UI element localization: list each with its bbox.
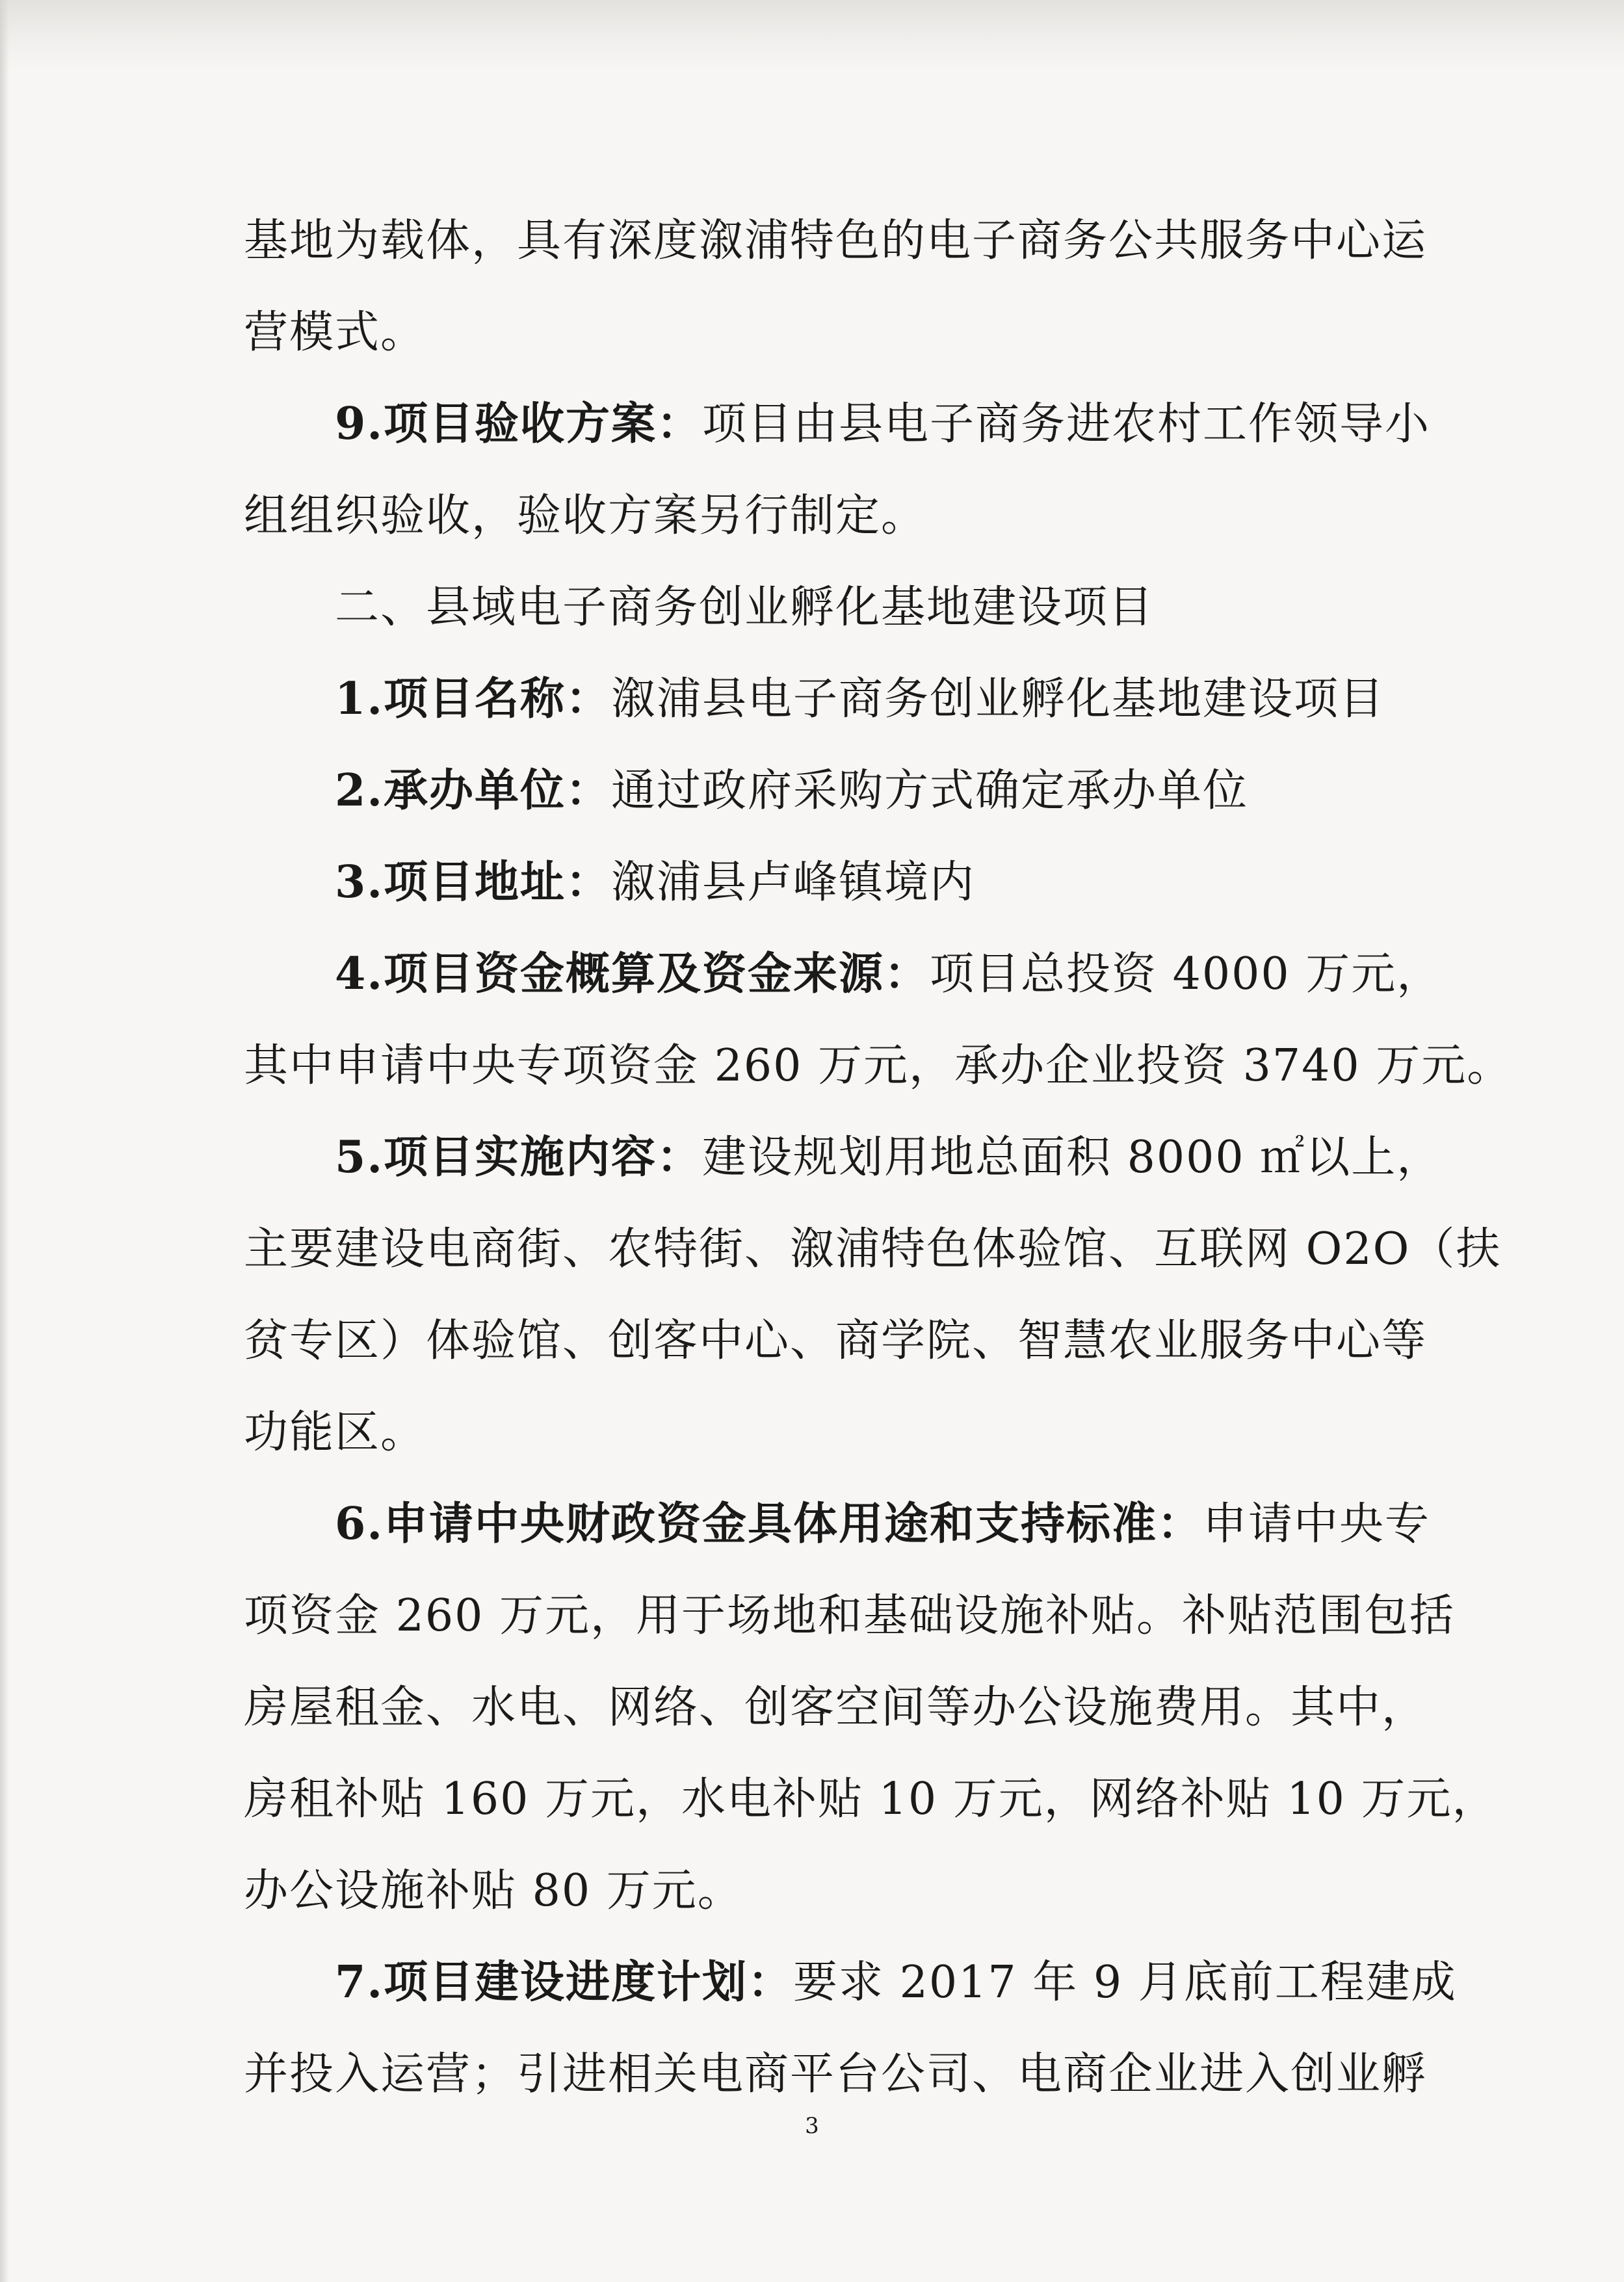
paragraph-line	[244, 1112, 1443, 1203]
item-text: 要求 2017 年 9 月底前工程建成	[793, 1957, 1457, 2008]
paragraph-line	[244, 745, 1372, 837]
scan-shadow	[0, 0, 1624, 72]
paragraph-line	[244, 378, 1431, 470]
item-text: 项目由县电子商务进农村工作领导小	[702, 399, 1431, 450]
paragraph-line: 房租补贴 160 万元，水电补贴 10 万元，网络补贴 10 万元，	[244, 1774, 1498, 1825]
item-text: 通过政府采购方式确定承办单位	[611, 765, 1249, 817]
paragraph-line: 营模式。	[244, 307, 426, 358]
page-number: 3	[805, 2113, 819, 2139]
paragraph-line: 功能区。	[244, 1407, 426, 1458]
item-label: 5.项目实施内容：	[335, 1131, 702, 1183]
paragraph-line	[244, 928, 1443, 1020]
paragraph-line	[244, 1937, 1457, 2028]
item-label: 1.项目名称：	[335, 673, 611, 725]
paragraph-line: 办公设施补贴 80 万元。	[244, 1865, 743, 1917]
item-label: 3.项目地址：	[335, 856, 611, 908]
item-text: 项目总投资 4000 万元，	[930, 949, 1443, 1000]
paragraph-line: 贫专区）体验馆、创客中心、商学院、智慧农业服务中心等	[244, 1315, 1428, 1367]
item-label: 6.申请中央财政资金具体用途和支持标准：	[335, 1498, 1203, 1550]
paragraph-line: 基地为载体，具有深度溆浦特色的电子商务公共服务中心运	[244, 215, 1428, 267]
item-text: 溆浦县卢峰镇境内	[611, 857, 976, 908]
item-label: 9.项目验收方案：	[335, 398, 702, 450]
item-text: 建设规划用地总面积 8000 ㎡以上，	[702, 1132, 1443, 1183]
body-text	[244, 195, 1513, 2120]
item-label: 4.项目资金概算及资金来源：	[335, 948, 930, 1000]
section-heading: 二、县域电子商务创业孵化基地建设项目	[335, 582, 1155, 633]
paragraph-line: 主要建设电商街、农特街、溆浦特色体验馆、互联网 O2O（扶	[244, 1224, 1502, 1275]
item-label: 7.项目建设进度计划：	[335, 1956, 793, 2008]
paragraph-line: 组组织验收，验收方案另行制定。	[244, 490, 927, 542]
item-text: 溆浦县电子商务创业孵化基地建设项目	[611, 674, 1385, 725]
paragraph-line	[244, 653, 1385, 745]
paragraph-line: 项资金 260 万元，用于场地和基础设施补贴。补贴范围包括	[244, 1590, 1456, 1642]
paragraph-line	[244, 837, 1372, 928]
paragraph-line: 并投入运营；引进相关电商平台公司、电商企业进入创业孵	[244, 2049, 1428, 2100]
paragraph-line: 房屋租金、水电、网络、创客空间等办公设施费用。其中，	[244, 1682, 1428, 1733]
paragraph-line: 其中申请中央专项资金 260 万元，承办企业投资 3740 万元。	[244, 1040, 1513, 1092]
item-label: 2.承办单位：	[335, 765, 611, 817]
scan-edge	[0, 0, 9, 2282]
paragraph-line	[244, 1478, 1431, 1570]
item-text: 申请中央专	[1203, 1499, 1431, 1550]
